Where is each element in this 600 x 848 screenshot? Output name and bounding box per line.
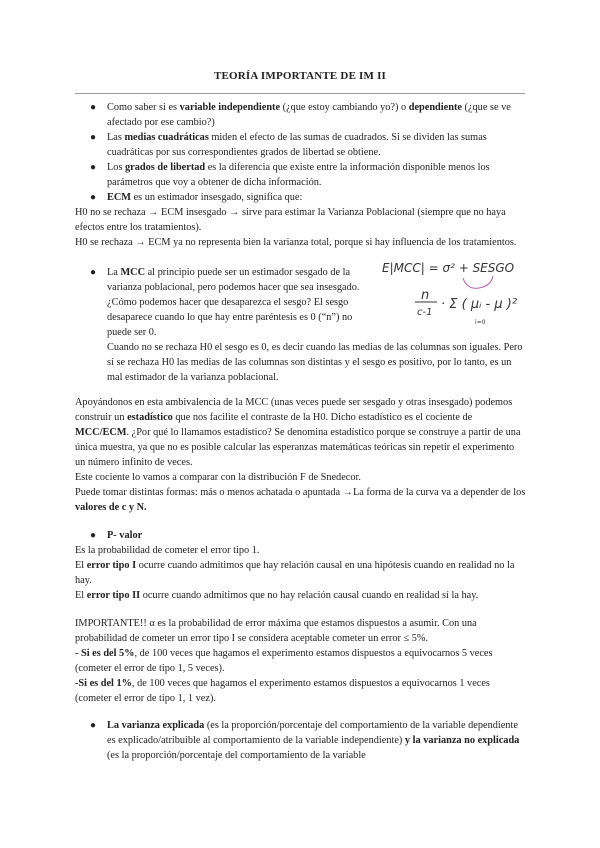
summation-index: i=0 [475, 319, 486, 326]
bullet-dot: ● [90, 267, 97, 278]
pvalor-heading: P- valor [107, 530, 143, 541]
bullet-mcc: La MCC al principio puede ser un estimador sesgado de la varianza poblacional, pero podemos hacer que sea insesgado. ¿Cómo podemos hacer que desaparezca el sesgo? El sesgo desaparece cuando lo que hay entre paréntesis es 0 (“n”) no puede ser 0. [107, 267, 360, 338]
bullet-dot: ● [90, 132, 97, 143]
bullet-dot: ● [90, 530, 97, 541]
title-divider [75, 93, 525, 94]
formula-esperanza-mcc: E|MCC| = σ² + SESGO [382, 261, 515, 275]
bullet-ecm: ECM es un estimador insesgado, significa que: [107, 192, 303, 203]
error-tipo-1: El error tipo I ocurre cuando admitimos que hay relación causal en una hipótesis cuando en realidad no la hay. [75, 560, 515, 586]
pvalor-definition: Es la probabilidad de cometer el error tipo 1. [75, 545, 260, 556]
formula-sketch [375, 258, 535, 328]
handwritten-formula [375, 258, 535, 328]
significance-1: -Si es del 1%, de 100 veces que hagamos el experimento estamos dispuestos a equivocarnos 1 veces (cometer el error de tipo 1, 1 vez). [75, 678, 490, 704]
h0-rechaza: H0 se rechaza → ECM ya no representa bien la varianza total, porque si hay influencia de los tratamientos. [75, 237, 517, 248]
fraction-denominator: c-1 [417, 307, 433, 318]
bullet-grados-libertad: Los grados de libertad es la diferencia que existe entre la información disponible menos los parámetros que voy a obtener de dicha información. [107, 162, 490, 188]
bullet-dot: ● [90, 720, 97, 731]
h0-no-rechaza: H0 no se rechaza → ECM insesgado → sirve para estimar la Varianza Poblacional (siempre que no haya efectos entre los tratamientos). [75, 207, 506, 233]
bullet-dot: ● [90, 192, 97, 203]
paragraph-importante: IMPORTANTE!! α es la probabilidad de error máxima que estamos dispuestos a asumir. Con una probabilidad de cometer un error tipo I se considera aceptable cometer un error ≤ 5%. [75, 618, 477, 644]
error-tipo-2: El error tipo II ocurre cuando admitimos que no hay relación causal cuando en realidad sí la hay. [75, 590, 479, 601]
paragraph-snedecor: Este cociente lo vamos a comparar con la distribución F de Snedecor. [75, 472, 361, 483]
bullet-dot: ● [90, 102, 97, 113]
summation-expression: · Σ ( μᵢ - μ )² [441, 297, 518, 312]
fraction-numerator: n [421, 288, 430, 303]
significance-5: - Si es del 5%, de 100 veces que hagamos el experimento estamos dispuestos a equivocarnos 5 veces (cometer el error de tipo 1, 5 veces). [75, 648, 493, 674]
bullet-varianza: La varianza explicada (es la proporción/porcentaje del comportamiento de la variable dependiente es explicado/atribuible al comportamiento de la variable independiente) y la varianza no explicada (es la proporción/porcentaje del comportamiento de la variable [107, 720, 520, 761]
paragraph-estadistico: Apoyándonos en esta ambivalencia de la MCC (unas veces puede ser sesgado y otras insesgado) podemos construir un estadístico que nos facilite el contraste de la H0. Dicho estadístico es el cociente de MCC/ECM. ¿Por qué lo llamamos estadístico? Se denomina estadístico porque se construye a partir de una única muestra, ya que no es posible calcular las esperanzas matemáticas teóricas sin repetir el experimento un número infinito de veces. [75, 397, 521, 468]
paragraph-formas: Puede tomar distintas formas: más o menos achatada o apuntada →La forma de la curva va a depender de los valores de c y N. [75, 487, 526, 513]
bullet-dot: ● [90, 162, 97, 173]
page-title: TEORÍA IMPORTANTE DE IM II [213, 70, 387, 82]
bullet-medias-cuadraticas: Las medias cuadráticas miden el efecto de las sumas de cuadrados. Si se dividen las sumas cuadráticas por sus correspondientes grados de libertad se obtiene. [107, 132, 487, 158]
mcc-sesgo-explicacion: Cuando no se rechaza H0 el sesgo es 0, es decir cuando las medias de las columnas son iguales. Pero si se rechaza H0 las medias de las columnas son distintas y el sesgo es positivo, por lo tanto, es un mal estimador de la varianza poblacional. [107, 342, 523, 383]
bullet-variable-independiente: Como saber si es variable independiente (¿que estoy cambiando yo?) o dependiente (¿que se ve afectado por ese cambio?) [107, 102, 511, 128]
